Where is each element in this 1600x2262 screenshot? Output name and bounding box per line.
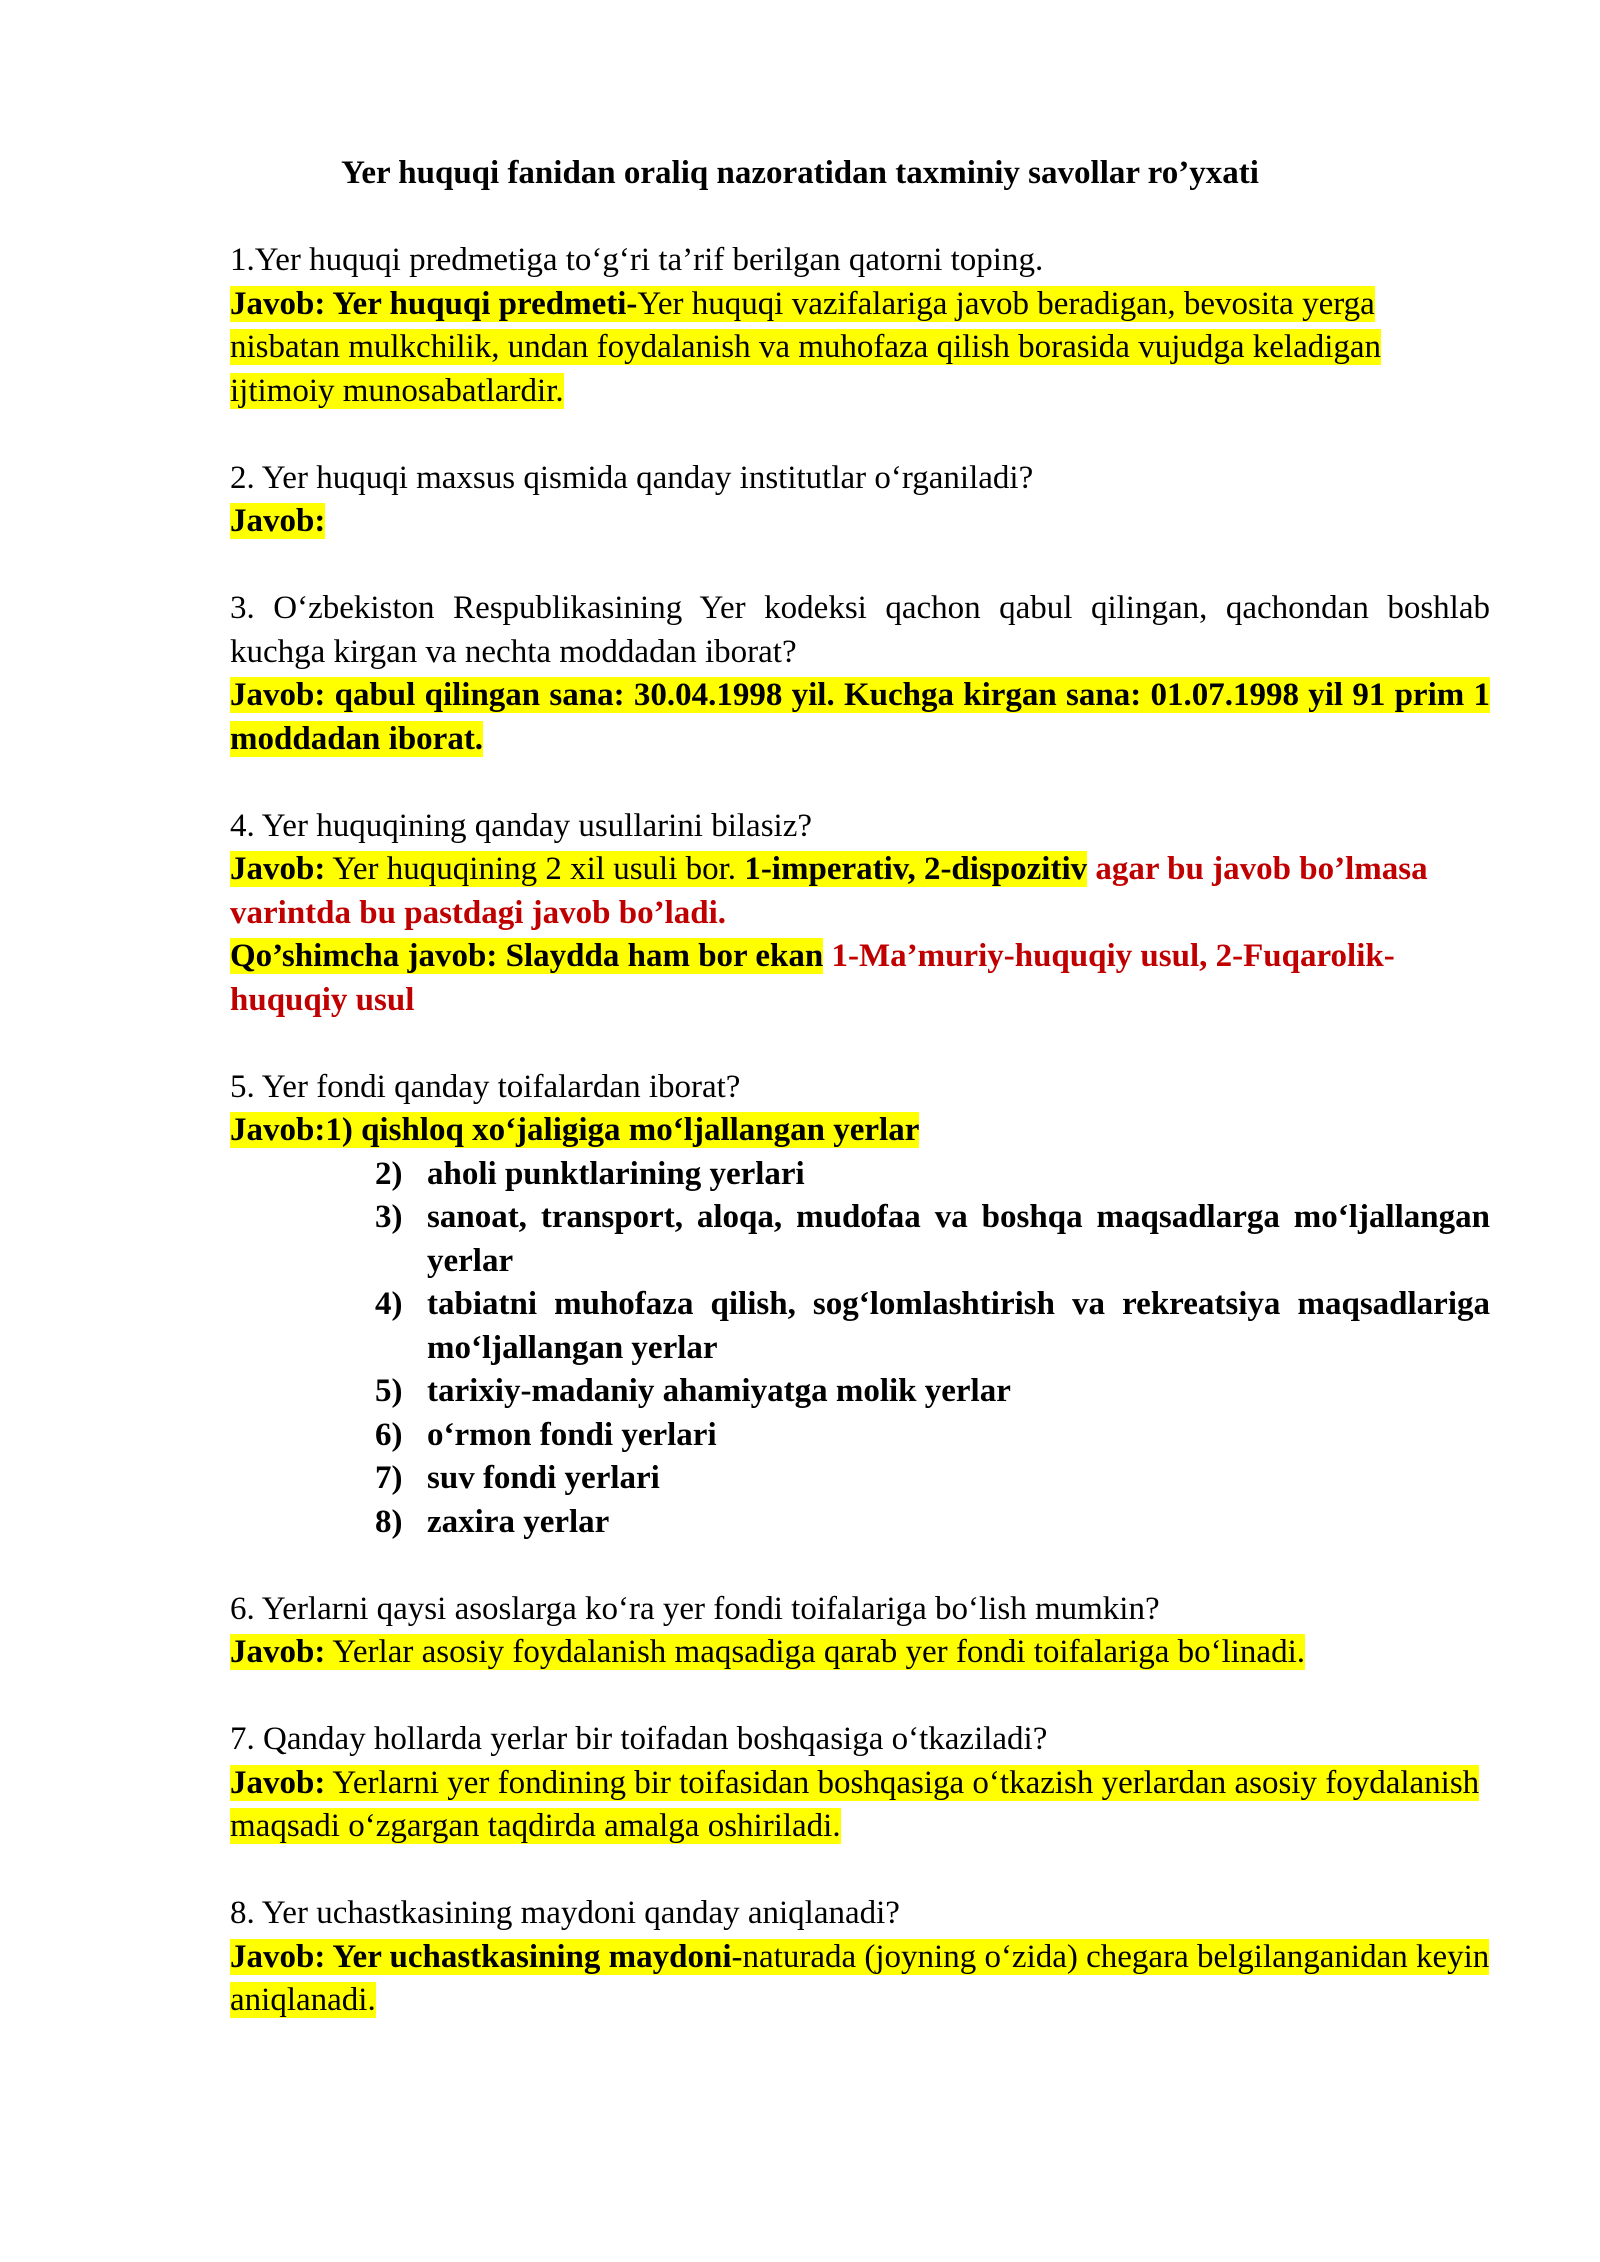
list-item-text: tarixiy-madaniy ahamiyatga molik yerlar	[427, 1373, 1011, 1409]
document-body	[230, 239, 1490, 2066]
answer-4-label: Javob:	[230, 851, 326, 887]
answer-6	[230, 1631, 1490, 1675]
answer-4-text: Yer huquqining 2 xil usuli bor.	[325, 851, 745, 887]
question-1-text: 1.Yer huquqi predmetiga to‘g‘ri ta’rif berilgan qatorni toping.	[230, 242, 1044, 278]
answer-8-label: Javob: Yer uchastkasining maydoni	[230, 1938, 732, 1975]
list-item	[375, 1457, 1490, 1501]
answer-5-lead: Javob:1) qishloq xo‘jaligiga mo‘ljallangan yerlar	[230, 1112, 920, 1148]
answer-7-text: Yerlarni yer fondining bir toifasidan boshqasiga o‘tkazish yerlardan asosiy foydalanish maqsadi o‘zgargan taqdirda amalga oshiriladi.	[230, 1764, 1480, 1844]
question-2	[230, 457, 1490, 544]
list-item	[375, 1153, 1490, 1197]
answer-1-text: Yer huquqi vazifalariga javob beradigan, bevosita yerga nisbatan mulkchilik, undan foydalanish va muhofaza qilish borasida vujudga keladigan ijtimoiy munosabatlardir.	[230, 285, 1382, 409]
question-3-text: 3. O‘zbekiston Respublikasining Yer kodeksi qachon qabul qilingan, qachondan boshlab kuchga kirgan va nechta moddadan iborat?	[230, 590, 1490, 670]
answer-3	[230, 674, 1490, 761]
answer-8	[230, 1936, 1490, 2023]
answer-4-note: agar bu javob bo’lmasa varintda bu pastdagi javob bo’ladi.	[230, 851, 1428, 931]
answer-7	[230, 1762, 1490, 1849]
question-2-text: 2. Yer huquqi maxsus qismida qanday institutlar o‘rganiladi?	[230, 459, 1034, 496]
answer-2	[230, 500, 1490, 544]
answer-4	[230, 848, 1490, 935]
question-5	[230, 1066, 1490, 1545]
answer-2-label: Javob:	[230, 503, 326, 539]
list-item-text: suv fondi yerlari	[427, 1460, 660, 1496]
list-item	[375, 1414, 1490, 1458]
question-3	[230, 587, 1490, 761]
document-title: Yer huquqi fanidan oraliq nazoratidan taxminiy savollar ro’yxati	[341, 155, 1259, 191]
question-6	[230, 1588, 1490, 1675]
answer-4-methods: 1-imperativ, 2-dispozitiv	[744, 851, 1088, 887]
list-item-text: zaxira yerlar	[427, 1503, 610, 1540]
list-item-text: aholi punktlarining yerlari	[427, 1155, 805, 1192]
question-8-text: 8. Yer uchastkasining maydoni qanday aniqlanadi?	[230, 1895, 900, 1931]
answer-4-extra-label: Qo’shimcha javob: Slaydda ham bor ekan	[230, 938, 824, 974]
answer-1-label: Javob: Yer huquqi predmeti-	[230, 285, 638, 322]
list-item-number: 5)	[375, 1373, 403, 1409]
answer-6-text: Yerlar asosiy foydalanish maqsadiga qarab yer fondi toifalariga bo‘linadi.	[325, 1634, 1305, 1670]
list-item	[375, 1370, 1490, 1414]
question-4	[230, 805, 1490, 1023]
list-item-text: o‘rmon fondi yerlari	[427, 1416, 717, 1453]
question-4-text: 4. Yer huquqining qanday usullarini bilasiz?	[230, 807, 813, 844]
question-1	[230, 239, 1490, 413]
question-5-text: 5. Yer fondi qanday toifalardan iborat?	[230, 1068, 741, 1105]
question-8	[230, 1892, 1490, 2023]
question-6-text: 6. Yerlarni qaysi asoslarga ko‘ra yer fondi toifalariga bo‘lish mumkin?	[230, 1590, 1160, 1627]
list-item	[375, 1196, 1490, 1283]
list-item-number: 4)	[375, 1286, 403, 1322]
answer-4-extra	[230, 935, 1490, 1022]
list-item	[375, 1501, 1490, 1545]
answer-6-label: Javob:	[230, 1634, 326, 1670]
list-item-number: 6)	[375, 1416, 403, 1453]
list-item-text: sanoat, transport, aloqa, mudofaa va boshqa maqsadlarga mo‘ljallangan yerlar	[427, 1199, 1490, 1279]
list-item-number: 8)	[375, 1503, 403, 1540]
answer-1	[230, 283, 1490, 414]
list-item-text: tabiatni muhofaza qilish, sog‘lomlashtirish va rekreatsiya maqsadlariga mo‘ljallangan yerlar	[427, 1286, 1490, 1366]
question-7-text: 7. Qanday hollarda yerlar bir toifadan boshqasiga o‘tkaziladi?	[230, 1721, 1048, 1757]
land-categories-list	[230, 1153, 1490, 1545]
answer-5	[230, 1109, 1490, 1153]
answer-3-text: Javob: qabul qilingan sana: 30.04.1998 yil. Kuchga kirgan sana: 01.07.1998 yil 91 prim 1 moddadan iborat.	[230, 677, 1490, 757]
list-item	[375, 1283, 1490, 1370]
list-item-number: 2)	[375, 1155, 403, 1192]
answer-7-label: Javob:	[230, 1764, 326, 1801]
answer-4-extra-text: 1-Ma’muriy-huquqiy usul, 2-Fuqarolik-huquqiy usul	[230, 938, 1395, 1018]
list-item-number: 7)	[375, 1460, 403, 1496]
question-7	[230, 1718, 1490, 1849]
list-item-number: 3)	[375, 1199, 403, 1235]
answer-8-text: -naturada (joyning o‘zida) chegara belgilanganidan keyin aniqlanadi.	[230, 1938, 1490, 2018]
